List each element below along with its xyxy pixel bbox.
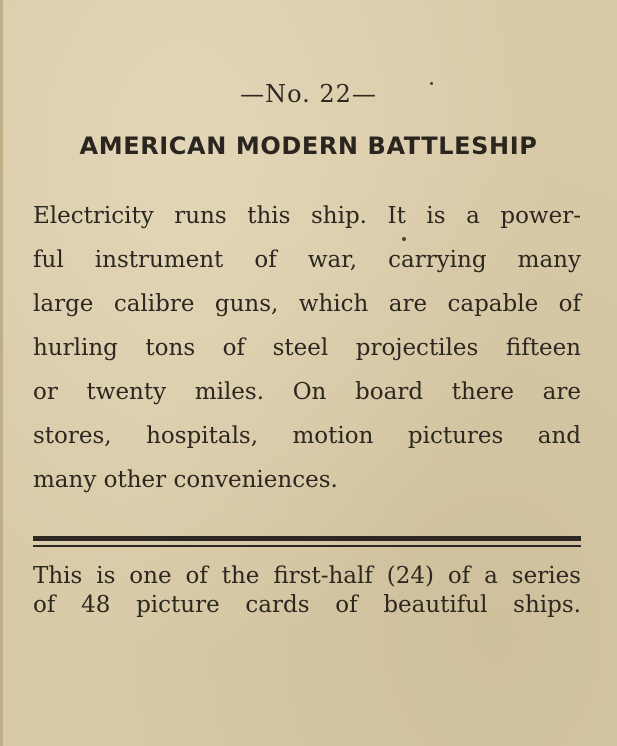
description-line: many other conveniences.: [33, 467, 338, 493]
description-line: Electricity runs this ship. It is a power-: [33, 203, 581, 229]
description-line: or twenty miles. On board there are: [33, 379, 581, 405]
divider-thick: [33, 536, 581, 541]
description-line: ful instrument of war, carrying many: [33, 247, 581, 273]
card-edge: [0, 0, 3, 746]
card-description: [33, 194, 581, 502]
series-note-line: of 48 picture cards of beautiful ships.: [33, 592, 581, 618]
paper-speck: [430, 82, 433, 85]
series-note: [33, 562, 581, 620]
description-line: stores, hospitals, motion pictures and: [33, 423, 581, 449]
description-line: hurling tons of steel projectiles fifteen: [33, 335, 581, 361]
divider-thin: [33, 545, 581, 547]
series-note-line: This is one of the first-half (24) of a series: [33, 563, 581, 589]
paper-speck: [402, 237, 406, 241]
card-title: AMERICAN MODERN BATTLESHIP: [79, 132, 538, 160]
card-number: —No. 22—: [240, 80, 377, 108]
description-line: large calibre guns, which are capable of: [33, 291, 581, 317]
